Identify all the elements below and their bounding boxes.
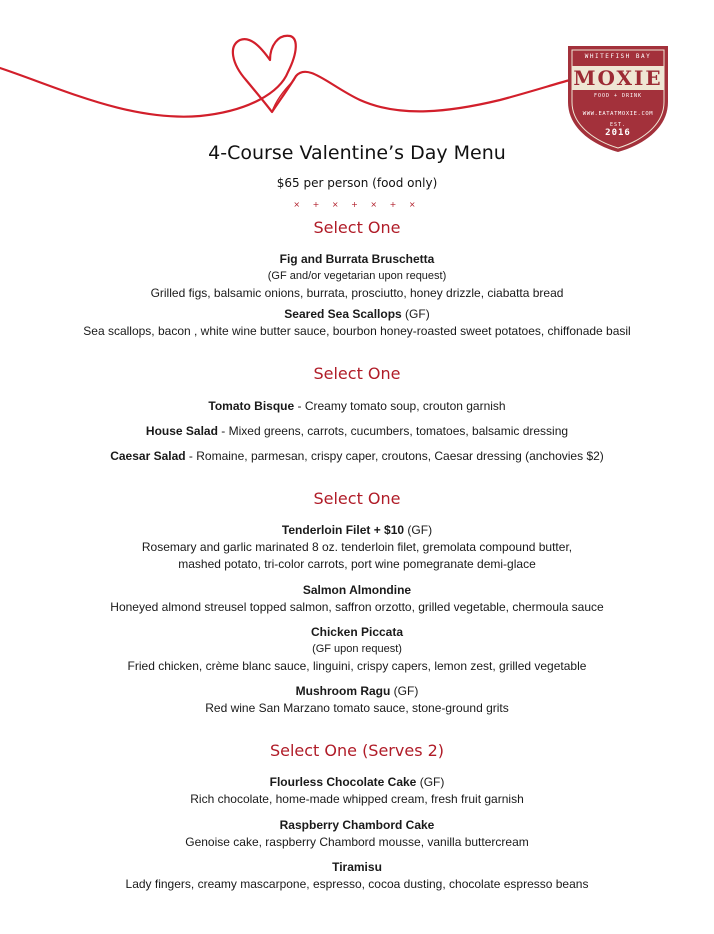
item-name: Tiramisu <box>332 860 382 874</box>
item-desc-line-1: Rosemary and garlic marinated 8 oz. tenderloin filet, gremolata compound butter, <box>141 540 573 554</box>
moxie-logo <box>566 42 670 154</box>
item-name: Salmon Almondine <box>302 583 412 597</box>
menu-item-caesar-salad <box>0 448 714 465</box>
menu-item-bruschetta <box>0 251 714 302</box>
menu-price: $65 per person (food only) <box>276 176 438 190</box>
item-name: Tomato Bisque <box>208 399 295 413</box>
item-desc: - Creamy tomato soup, crouton garnish <box>294 399 506 413</box>
item-name: Flourless Chocolate Cake <box>269 775 417 789</box>
item-note: (GF upon request) <box>312 643 402 655</box>
badge-url: WWW.EATATMOXIE.COM <box>582 111 654 117</box>
menu-item-house-salad <box>0 423 714 440</box>
item-desc: Genoise cake, raspberry Chambord mousse, vanilla buttercream <box>185 835 529 849</box>
menu-item-raspberry-cake <box>0 817 714 851</box>
badge-year: 2016 <box>605 128 631 138</box>
item-name: Caesar Salad <box>110 449 186 463</box>
menu-item-tomato-bisque <box>0 398 714 415</box>
badge-location: WHITEFISH BAY <box>584 53 652 60</box>
course-2-heading: Select One <box>313 364 401 383</box>
badge-brand: MOXIE <box>573 66 663 90</box>
menu-item-flourless-cake <box>0 774 714 808</box>
menu-item-tenderloin <box>0 522 714 573</box>
menu-title: 4-Course Valentine’s Day Menu <box>208 142 506 164</box>
menu-item-salmon <box>0 582 714 616</box>
item-name: House Salad <box>145 424 218 438</box>
item-desc: Honeyed almond streusel topped salmon, saffron orzotto, grilled vegetable, chermoula sauce <box>110 600 604 614</box>
item-name: Mushroom Ragu <box>295 684 391 698</box>
item-name: Seared Sea Scallops <box>284 307 402 321</box>
course-1-heading: Select One <box>313 218 401 237</box>
menu-item-mushroom-ragu <box>0 683 714 717</box>
item-tag: (GF) <box>404 523 433 537</box>
item-desc: Red wine San Marzano tomato sauce, stone-ground grits <box>205 701 509 715</box>
item-tag: (GF) <box>390 684 419 698</box>
item-name: Raspberry Chambord Cake <box>279 818 435 832</box>
item-desc: - Mixed greens, carrots, cucumbers, tomatoes, balsamic dressing <box>217 424 569 438</box>
course-4-heading: Select One (Serves 2) <box>269 741 445 760</box>
item-name: Chicken Piccata <box>310 625 404 639</box>
menu-item-tiramisu <box>0 859 714 893</box>
item-desc: Fried chicken, crème blanc sauce, linguini, crispy capers, lemon zest, grilled vegetable <box>127 659 587 673</box>
item-desc: Sea scallops, bacon , white wine butter sauce, bourbon honey-roasted sweet potatoes, chiffonade basil <box>83 324 631 338</box>
badge-est: EST. <box>609 122 627 128</box>
menu-item-scallops <box>0 306 714 340</box>
item-desc: - Romaine, parmesan, crispy caper, croutons, Caesar dressing (anchovies $2) <box>185 449 604 463</box>
course-3-heading: Select One <box>313 489 401 508</box>
item-desc: Rich chocolate, home-made whipped cream, fresh fruit garnish <box>190 792 524 806</box>
badge-tagline: FOOD + DRINK <box>593 93 643 99</box>
item-name: Tenderloin Filet + $10 <box>281 523 405 537</box>
item-desc: Grilled figs, balsamic onions, burrata, prosciutto, honey drizzle, ciabatta bread <box>150 286 564 300</box>
item-name: Fig and Burrata Bruschetta <box>279 252 435 266</box>
item-tag: (GF) <box>416 775 445 789</box>
item-note: (GF and/or vegetarian upon request) <box>267 270 447 282</box>
menu-item-chicken-piccata <box>0 624 714 675</box>
section-divider: × + × + × + × <box>293 200 421 209</box>
item-desc: Lady fingers, creamy mascarpone, espresso, cocoa dusting, chocolate espresso beans <box>125 877 589 891</box>
item-desc-line-2: mashed potato, tri-color carrots, port wine pomegranate demi-glace <box>178 557 536 571</box>
item-tag: (GF) <box>401 307 430 321</box>
